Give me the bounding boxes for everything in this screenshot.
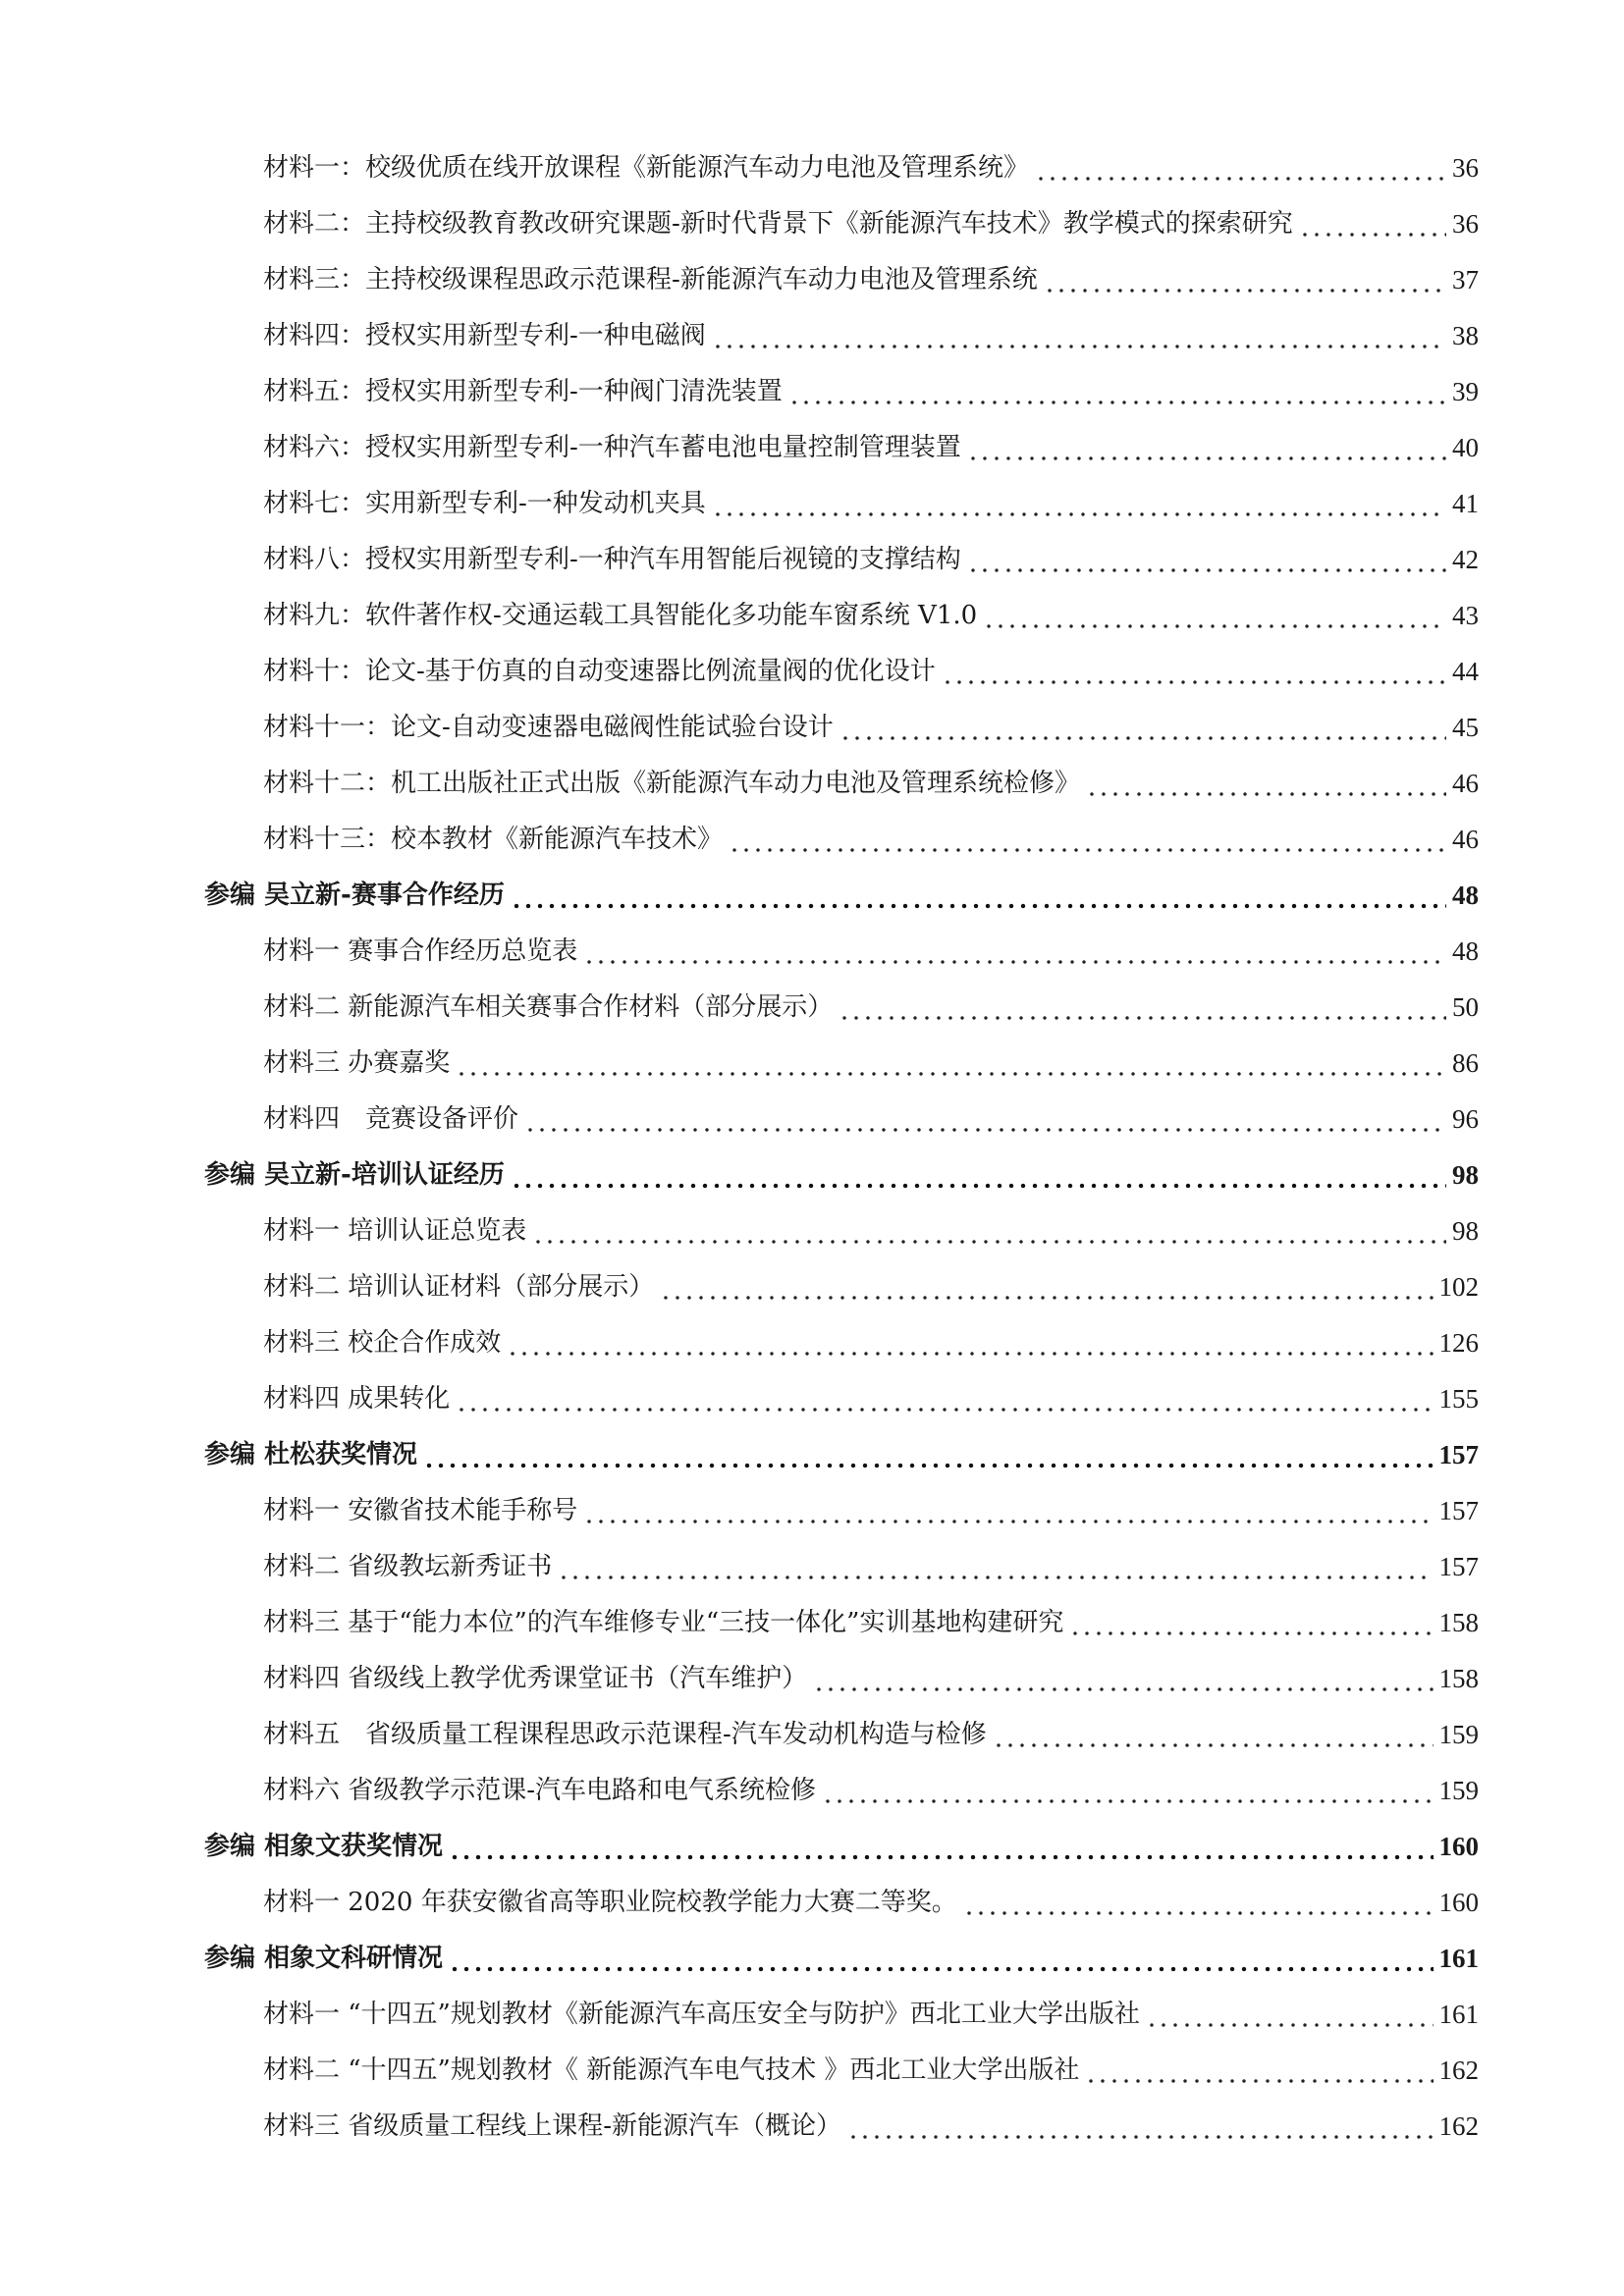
toc-page-number: 160 [1438, 1832, 1479, 1861]
toc-item[interactable] [0, 1036, 1624, 1092]
toc-item[interactable] [0, 1203, 1624, 1259]
toc-dot-leader [822, 1763, 1433, 1819]
toc-item-title: 材料四 竞赛设备评价 [263, 1104, 519, 1134]
toc-dot-leader [942, 644, 1446, 700]
toc-page-number: 48 [1452, 936, 1479, 966]
toc-dot-leader [583, 924, 1446, 980]
toc-page-number: 98 [1452, 1216, 1479, 1246]
toc-page-number: 38 [1452, 321, 1479, 350]
toc-page-number: 36 [1452, 209, 1479, 239]
toc-item[interactable] [0, 1092, 1624, 1148]
toc-page-number: 155 [1438, 1384, 1479, 1414]
toc-dot-leader [524, 1092, 1446, 1148]
toc-page-number: 161 [1438, 1944, 1479, 1973]
toc-dot-leader [712, 308, 1446, 364]
toc-item-title: 材料八：授权实用新型专利-一种汽车用智能后视镜的支撑结构 [263, 545, 961, 574]
toc-item-title: 材料五：授权实用新型专利-一种阀门清洗装置 [263, 377, 783, 406]
toc-dot-leader [967, 532, 1446, 588]
toc-dot-leader [583, 1483, 1433, 1539]
toc-dot-leader [963, 1875, 1434, 1931]
toc-item-title: 材料六：授权实用新型专利-一种汽车蓄电池电量控制管理装置 [263, 433, 961, 462]
toc-page-number: 160 [1438, 1888, 1479, 1917]
toc-page-number: 157 [1438, 1440, 1479, 1469]
toc-dot-leader [983, 588, 1446, 644]
toc-item[interactable] [0, 196, 1624, 252]
toc-page-number: 161 [1438, 2000, 1479, 2029]
toc-item-title: 材料二 “十四五”规划教材《 新能源汽车电气技术 》西北工业大学出版社 [263, 2056, 1080, 2085]
table-of-contents [0, 140, 1624, 2155]
toc-dot-leader [507, 1315, 1433, 1371]
toc-dot-leader [788, 364, 1446, 420]
toc-page-number: 42 [1452, 545, 1479, 574]
toc-item-title: 参编 相象文科研情况 [204, 1944, 444, 1973]
toc-item-title: 材料三 校企合作成效 [263, 1328, 502, 1358]
toc-page-number: 45 [1452, 713, 1479, 742]
toc-item[interactable] [0, 1763, 1624, 1819]
toc-dot-leader [712, 476, 1446, 532]
toc-item-title: 材料十二：机工出版社正式出版《新能源汽车动力电池及管理系统检修》 [263, 769, 1081, 798]
toc-item-title: 材料三 办赛嘉奖 [263, 1048, 451, 1078]
toc-dot-leader [558, 1539, 1433, 1595]
toc-page-number: 96 [1452, 1104, 1479, 1134]
toc-page-number: 41 [1452, 489, 1479, 518]
toc-item-title: 材料一 “十四五”规划教材《新能源汽车高压安全与防护》西北工业大学出版社 [263, 2000, 1140, 2029]
toc-section-heading[interactable] [0, 1931, 1624, 1987]
toc-item-title: 材料一：校级优质在线开放课程《新能源汽车动力电池及管理系统》 [263, 153, 1030, 183]
toc-item-title: 材料一 安徽省技术能手称号 [263, 1496, 578, 1525]
toc-dot-leader [511, 1148, 1446, 1203]
toc-dot-leader [1044, 252, 1446, 308]
toc-page-number: 39 [1452, 377, 1479, 406]
toc-section-heading[interactable] [0, 1819, 1624, 1875]
toc-item[interactable] [0, 420, 1624, 476]
toc-page-number: 46 [1452, 769, 1479, 798]
toc-dot-leader [813, 1651, 1433, 1707]
toc-page-number: 86 [1452, 1048, 1479, 1078]
toc-dot-leader [1069, 1595, 1433, 1651]
toc-item[interactable] [0, 308, 1624, 364]
toc-item-title: 材料三 省级质量工程线上课程-新能源汽车（概论） [263, 2111, 842, 2141]
toc-page-number: 158 [1438, 1664, 1479, 1693]
toc-item-title: 材料四：授权实用新型专利-一种电磁阀 [263, 321, 706, 350]
toc-item-title: 材料四 省级线上教学优秀课堂证书（汽车维护） [263, 1664, 808, 1693]
toc-item[interactable] [0, 476, 1624, 532]
toc-dot-leader [967, 420, 1446, 476]
toc-item-title: 参编 吴立新-赛事合作经历 [204, 881, 505, 910]
toc-item-title: 材料二 培训认证材料（部分展示） [263, 1272, 655, 1302]
toc-item-title: 材料三：主持校级课程思政示范课程-新能源汽车动力电池及管理系统 [263, 265, 1038, 294]
toc-dot-leader [847, 2099, 1433, 2155]
toc-item[interactable] [0, 588, 1624, 644]
toc-dot-leader [839, 980, 1446, 1036]
toc-item[interactable] [0, 700, 1624, 756]
toc-dot-leader [660, 1259, 1433, 1315]
toc-item[interactable] [0, 532, 1624, 588]
toc-item-title: 材料一 赛事合作经历总览表 [263, 936, 578, 966]
toc-item[interactable] [0, 1595, 1624, 1651]
toc-item[interactable] [0, 924, 1624, 980]
toc-page-number: 43 [1452, 601, 1479, 630]
toc-dot-leader [423, 1427, 1433, 1483]
toc-dot-leader [1299, 196, 1446, 252]
toc-dot-leader [1146, 1987, 1434, 2043]
toc-item[interactable] [0, 756, 1624, 812]
toc-item-title: 材料三 基于“能力本位”的汽车维修专业“三技一体化”实训基地构建研究 [263, 1608, 1064, 1637]
toc-page-number: 158 [1438, 1608, 1479, 1637]
toc-item[interactable] [0, 1315, 1624, 1371]
toc-item-title: 材料一 2020 年获安徽省高等职业院校教学能力大赛二等奖。 [263, 1888, 957, 1917]
toc-item[interactable] [0, 980, 1624, 1036]
toc-item-title: 材料一 培训认证总览表 [263, 1216, 527, 1246]
toc-dot-leader [1085, 2043, 1433, 2099]
toc-item-title: 材料七：实用新型专利-一种发动机夹具 [263, 489, 706, 518]
toc-page-number: 102 [1438, 1272, 1479, 1302]
toc-item-title: 材料二 新能源汽车相关赛事合作材料（部分展示） [263, 992, 834, 1022]
toc-dot-leader [993, 1707, 1434, 1763]
toc-item-title: 参编 吴立新-培训认证经历 [204, 1160, 505, 1190]
toc-dot-leader [532, 1203, 1446, 1259]
toc-dot-leader [511, 868, 1446, 924]
toc-page-number: 98 [1452, 1160, 1479, 1190]
toc-dot-leader [456, 1371, 1433, 1427]
toc-item-title: 材料二：主持校级教育教改研究课题-新时代背景下《新能源汽车技术》教学模式的探索研究 [263, 209, 1293, 239]
toc-dot-leader [449, 1931, 1433, 1987]
toc-item[interactable] [0, 140, 1624, 196]
toc-item[interactable] [0, 1371, 1624, 1427]
toc-item[interactable] [0, 1875, 1624, 1931]
toc-page-number: 46 [1452, 825, 1479, 854]
toc-section-heading[interactable] [0, 1148, 1624, 1203]
toc-item-title: 材料四 成果转化 [263, 1384, 451, 1414]
toc-page-number: 44 [1452, 657, 1479, 686]
toc-item[interactable] [0, 2043, 1624, 2099]
toc-page-number: 162 [1438, 2056, 1479, 2085]
toc-item-title: 材料十一：论文-自动变速器电磁阀性能试验台设计 [263, 713, 834, 742]
toc-item[interactable] [0, 1707, 1624, 1763]
toc-item[interactable] [0, 1483, 1624, 1539]
toc-section-heading[interactable] [0, 1427, 1624, 1483]
toc-item[interactable] [0, 252, 1624, 308]
toc-page-number: 36 [1452, 153, 1479, 183]
toc-dot-leader [839, 700, 1446, 756]
toc-page-number: 126 [1438, 1328, 1479, 1358]
toc-item[interactable] [0, 2099, 1624, 2155]
toc-item-title: 材料二 省级教坛新秀证书 [263, 1552, 553, 1581]
toc-page-number: 48 [1452, 881, 1479, 910]
toc-item-title: 材料九：软件著作权-交通运载工具智能化多功能车窗系统 V1.0 [263, 601, 978, 630]
toc-item[interactable] [0, 644, 1624, 700]
toc-item-title: 材料十：论文-基于仿真的自动变速器比例流量阀的优化设计 [263, 657, 936, 686]
toc-item-title: 材料十三：校本教材《新能源汽车技术》 [263, 825, 724, 854]
toc-page-number: 40 [1452, 433, 1479, 462]
toc-item[interactable] [0, 1259, 1624, 1315]
toc-item[interactable] [0, 1539, 1624, 1595]
toc-page-number: 162 [1438, 2111, 1479, 2141]
toc-page-number: 159 [1438, 1720, 1479, 1749]
toc-page-number: 157 [1438, 1552, 1479, 1581]
toc-item-title: 材料六 省级教学示范课-汽车电路和电气系统检修 [263, 1776, 817, 1805]
toc-item-title: 材料五 省级质量工程课程思政示范课程-汽车发动机构造与检修 [263, 1720, 987, 1749]
toc-dot-leader [1035, 140, 1446, 196]
toc-dot-leader [449, 1819, 1433, 1875]
toc-section-heading[interactable] [0, 868, 1624, 924]
toc-page-number: 159 [1438, 1776, 1479, 1805]
toc-page-number: 157 [1438, 1496, 1479, 1525]
toc-item[interactable] [0, 1651, 1624, 1707]
toc-item[interactable] [0, 1987, 1624, 2043]
toc-page-number: 50 [1452, 992, 1479, 1022]
toc-item[interactable] [0, 812, 1624, 868]
toc-item-title: 参编 杜松获奖情况 [204, 1440, 418, 1469]
toc-dot-leader [729, 812, 1446, 868]
toc-dot-leader [1086, 756, 1446, 812]
toc-item-title: 参编 相象文获奖情况 [204, 1832, 444, 1861]
toc-item[interactable] [0, 364, 1624, 420]
toc-dot-leader [456, 1036, 1446, 1092]
toc-page-number: 37 [1452, 265, 1479, 294]
